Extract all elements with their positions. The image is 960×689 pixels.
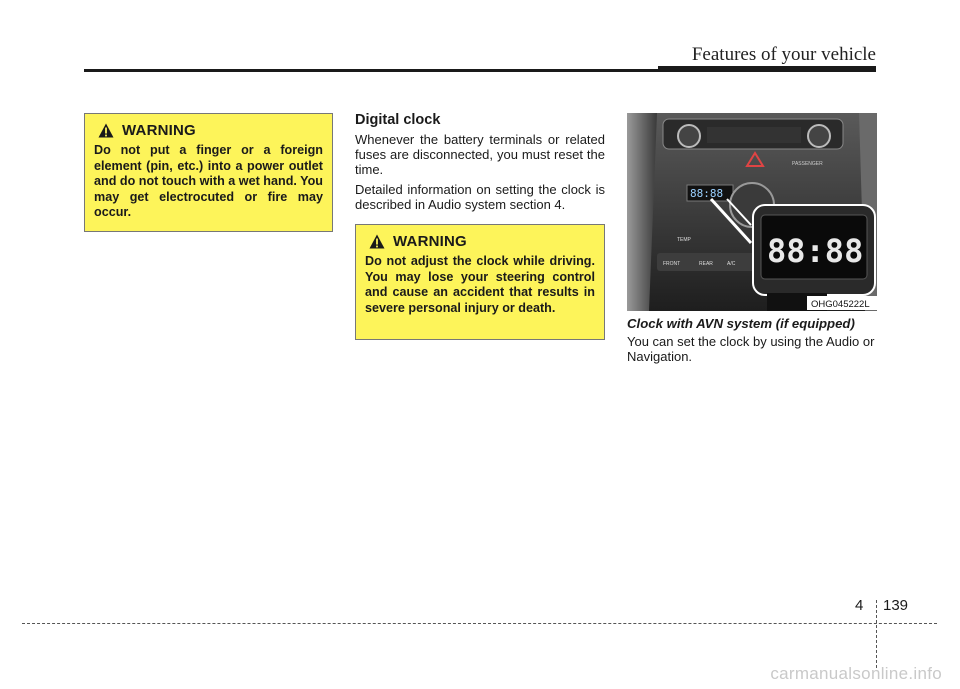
warning-box-power-outlet	[84, 113, 333, 232]
footer-divider	[876, 600, 877, 668]
front-button-label: FRONT	[663, 261, 681, 267]
footer-rule	[22, 623, 937, 624]
digital-clock-para-1: Whenever the battery terminals or related fuses are disconnected, you must reset the time.	[355, 132, 605, 178]
avn-paragraph: You can set the clock by using the Audio or Navigation.	[627, 334, 875, 365]
small-clock-readout: 88:88	[690, 187, 724, 200]
section-header-title: Features of your vehicle	[691, 44, 876, 65]
chapter-number: 4	[855, 597, 864, 614]
ac-button-label: A/C	[727, 261, 736, 267]
dashboard-illustration	[627, 113, 877, 311]
digital-clock-para-2: Detailed information on setting the clock is described in Audio system section 4.	[355, 181, 605, 212]
zoomed-clock-readout: 88:88	[767, 232, 864, 270]
digital-clock-title: Digital clock	[355, 112, 441, 128]
warning-title: WARNING	[393, 233, 467, 250]
watermark: carmanualsonline.info	[770, 664, 942, 683]
warning-text: Do not put a finger or a foreign element (pin, etc.) into a power outlet and do not touch with a wet hand. You may get electrocuted or fire may occur.	[94, 143, 324, 219]
image-code-label: OHG045222L	[811, 299, 870, 310]
warning-box-clock-driving	[355, 224, 605, 340]
digital-clock-section	[355, 112, 605, 212]
warning-title: WARNING	[122, 122, 196, 139]
temp-label: TEMP	[677, 237, 691, 243]
warning-icon	[369, 234, 385, 249]
header-rule-tab	[658, 66, 876, 72]
rear-button-label: REAR	[699, 261, 713, 267]
figure-caption: Clock with AVN system (if equipped)	[627, 316, 855, 331]
panel-label: PASSENGER	[792, 161, 823, 167]
avn-clock-photo	[627, 113, 877, 311]
page-number: 139	[883, 597, 909, 614]
warning-text: Do not adjust the clock while driving. You may lose your steering control and cause an accident that results in severe personal injury or death.	[365, 254, 595, 315]
warning-icon	[98, 123, 114, 138]
